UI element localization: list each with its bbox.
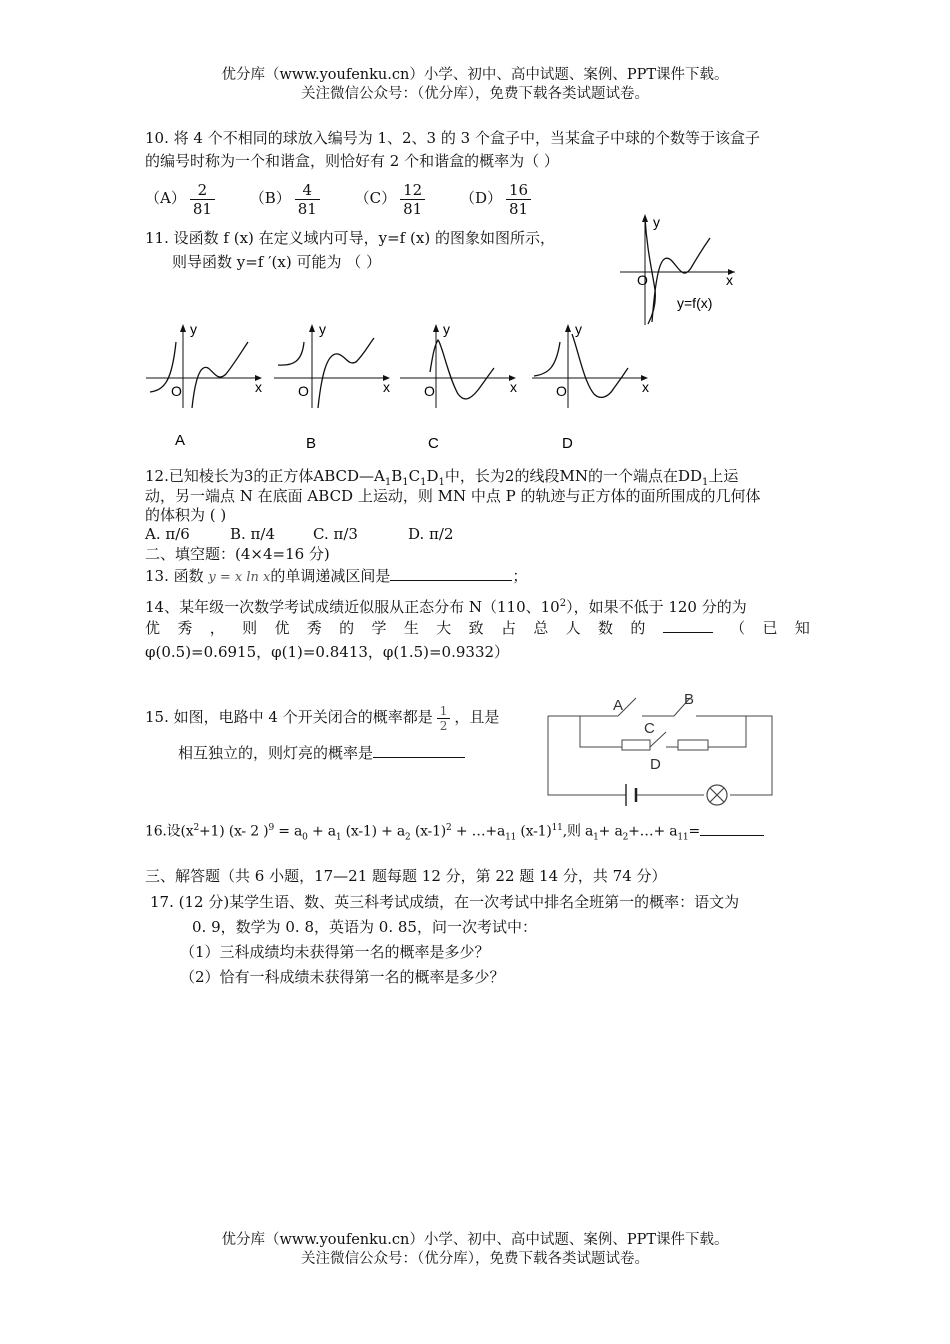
switch-label-d: D (650, 756, 661, 773)
y-axis-arrow-icon (180, 324, 186, 332)
q15-line1: 15. 如图，电路中 4 个开关闭合的概率都是 $\frac{1}{2}$ ，且是 (145, 703, 500, 733)
q16-line: 16.设$(x^2+1)$ (x- 2 )$^9 = a_0 + a_1$ $(x-1) + a_2$ $(x-1)^2$ + $\dots+a_{11}$ $(x-1)^{11}$,则 $a_1+$ $a_2+\dots+ a_{11}=$ (145, 818, 810, 848)
switch-d-rect (678, 740, 708, 750)
switch-c-rect (622, 740, 650, 750)
y-label: y (319, 321, 326, 337)
origin-label: O (424, 383, 435, 399)
q12-line3: 的体积为 ( ) (145, 506, 227, 524)
fraction-denominator: 81 (192, 199, 212, 218)
q11-choice-graphs (140, 320, 670, 460)
y-axis-arrow-icon (565, 324, 571, 332)
page-header-line1: 优分库（www.youfenku.cn）小学、初中、高中试题、案例、PPT课件下载。 (221, 67, 729, 83)
x-label: x (726, 272, 733, 288)
q16-answer-blank[interactable] (700, 821, 764, 836)
choice-letter: C (428, 435, 439, 452)
section2-heading: 二、填空题：(4×4=16 分) (145, 545, 330, 563)
lamp-icon (707, 785, 727, 805)
choice-graph-c (400, 321, 517, 452)
x-label: x (642, 379, 649, 395)
page-footer-line2: 关注微信公众号：（优分库），免费下载各类试题试卷。 (301, 1251, 649, 1267)
q12-options (145, 524, 810, 545)
q15-circuit-diagram (540, 672, 780, 812)
wire-right (730, 716, 772, 795)
q10-line2: 的编号时称为一个和谐盒，则恰好有 2 个和谐盒的概率为（ ） (145, 152, 559, 170)
q10-line1: 10. 将 4 个不相同的球放入编号为 1、2、3 的 3 个盒子中，当某盒子中球的个数等于该盒子 (145, 129, 760, 147)
choice-letter: B (306, 435, 317, 452)
origin-label: O (298, 383, 309, 399)
q14-line3: φ(0.5)=0.6915，φ(1)=0.8413，φ(1.5)=0.9332） (145, 643, 510, 661)
q14-line1: 14、某年级一次数学考试成绩近似服从正态分布 N（110、$10^2$），如果不低于 120 分的为 (145, 598, 747, 616)
x-label: x (255, 379, 262, 395)
q12-option-c: C. π/3 (313, 525, 358, 543)
y-label: y (575, 321, 582, 337)
q14-answer-blank[interactable] (663, 618, 713, 633)
section3-heading: 三、解答题（共 6 小题，17—21 题每题 12 分，第 22 题 14 分，共 74 分） (145, 867, 667, 885)
fraction-denominator: 81 (403, 199, 423, 218)
q12-option-b: B. π/4 (230, 525, 276, 543)
q12-option-a: A. π/6 (145, 525, 190, 543)
switch-label-a: A (613, 697, 624, 714)
q13-line: 13. 函数 y = x ln x的单调递减区间是 ； (145, 567, 528, 585)
fraction-numerator: 4 (295, 181, 320, 200)
curve (572, 334, 628, 397)
q10-option-d: （D） $\frac{16}{81}$ (460, 178, 535, 218)
curve (318, 338, 374, 408)
choice-graph-a (146, 321, 262, 449)
choice-letter: A (175, 432, 186, 449)
q10-option-b: （B） $\frac{4}{81}$ (250, 178, 324, 218)
y-label: y (443, 321, 450, 337)
choice-graph-d (532, 321, 649, 452)
fraction-denominator: 81 (509, 199, 529, 218)
q11-line2: 则导函数 y=f ′(x) 可能为 （ ） (172, 253, 382, 271)
switch-label-c: C (644, 720, 655, 737)
q15-line2: 相互独立的，则灯亮的概率是 (178, 743, 843, 764)
y-axis-arrow-icon (309, 324, 315, 332)
q17-line3: （1）三科成绩均未获得第一名的概率是多少？ (180, 943, 490, 961)
q13-answer-blank[interactable] (390, 566, 512, 581)
graph-caption: y=f(x) (677, 295, 713, 311)
fraction-numerator: 2 (190, 181, 215, 200)
x-label: x (510, 379, 517, 395)
wire-right-branch (696, 716, 746, 747)
q10-option-a: （A） $\frac{2}{81}$ (145, 178, 219, 218)
y-label: y (190, 321, 197, 337)
origin-label: O (556, 383, 567, 399)
q13-formula: y = x ln x (208, 570, 271, 585)
q17-line1: 17. (12 分)某学生语、数、英三科考试成绩，在一次考试中排名全班第一的概率：语文为 (150, 893, 740, 911)
curve (278, 342, 304, 365)
wire-left (548, 716, 626, 795)
q11-main-graph (615, 210, 745, 330)
page-footer-line1: 优分库（www.youfenku.cn）小学、初中、高中试题、案例、PPT课件下载。 (221, 1232, 729, 1248)
choice-letter: D (562, 435, 573, 452)
fraction-numerator: 1 (437, 704, 451, 719)
fraction-denominator: 2 (439, 718, 448, 733)
origin-label: O (171, 383, 182, 399)
q14-line2: 优 秀 ， 则 优 秀 的 学 生 大 致 占 总 人 数 的 （ 已 知 (145, 619, 810, 637)
fraction-numerator: 16 (506, 181, 531, 200)
q11-line1: 11. 设函数 f (x) 在定义域内可导，y=f (x) 的图象如图所示， (145, 229, 555, 247)
curve (534, 342, 560, 376)
switch-label-b: B (684, 691, 695, 708)
wire-inner-left (580, 716, 622, 747)
choice-graph-b (274, 321, 390, 452)
q12-option-d: D. π/2 (408, 525, 454, 543)
curve (192, 342, 248, 408)
q17-line2: 0. 9，数学为 0. 8，英语为 0. 85，问一次考试中： (192, 918, 537, 936)
page-header-line2: 关注微信公众号：（优分库），免费下载各类试题试卷。 (301, 86, 649, 102)
q10-option-c: （C） $\frac{12}{81}$ (355, 178, 430, 218)
q12-line1: 12.已知棱长为3的正方体$ABCD—A_1B_1C_1D_1$中，长为2的线段MN的一个端点在$DD_1$上运 (145, 467, 739, 488)
fraction-numerator: 12 (400, 181, 425, 200)
q17-line4: （2）恰有一科成绩未获得第一名的概率是多少？ (180, 968, 505, 986)
fraction-denominator: 81 (297, 199, 317, 218)
q12-line2: 动，另一端点 N 在底面 ABCD 上运动，则 MN 中点 P 的轨迹与正方体的面所围成的几何体 (145, 487, 761, 505)
q15-answer-blank[interactable] (373, 743, 465, 758)
battery-icon (626, 784, 636, 806)
y-label: y (653, 214, 660, 230)
curve (430, 340, 494, 399)
origin-label: O (637, 272, 648, 288)
x-label: x (383, 379, 390, 395)
y-axis-arrow-icon (433, 324, 439, 332)
